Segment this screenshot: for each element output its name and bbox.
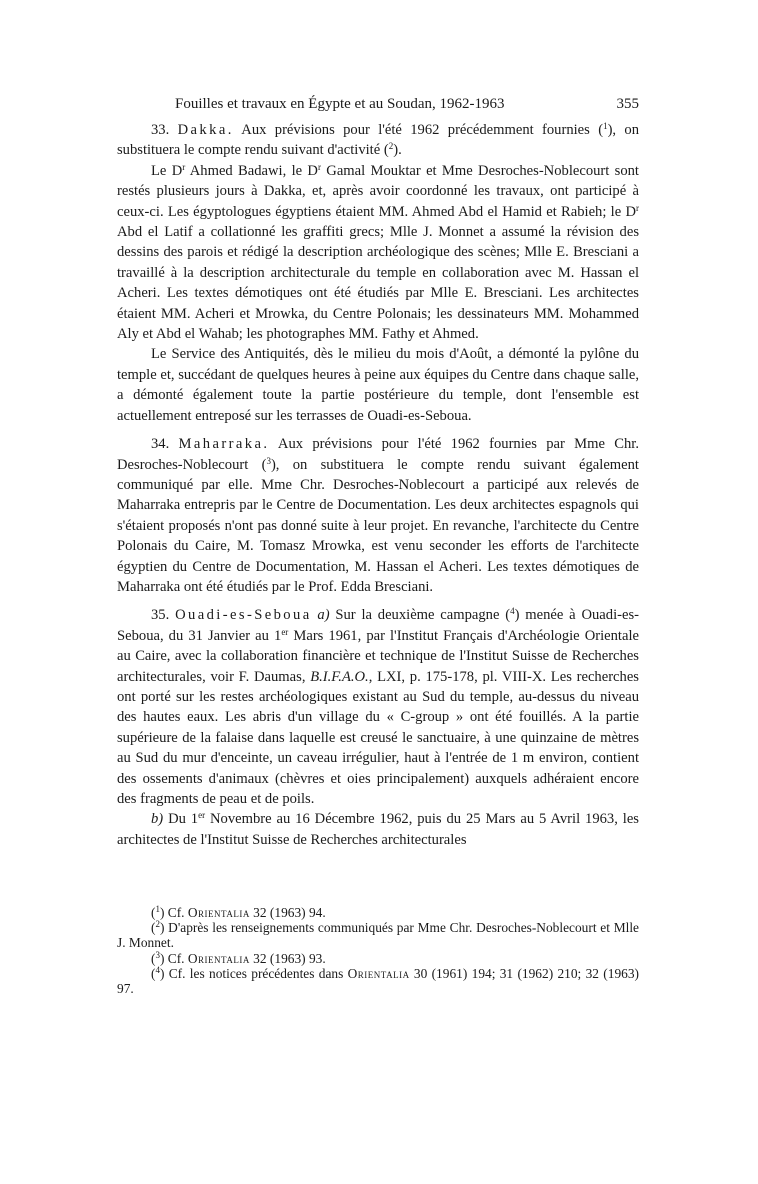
page-number: 355 [616, 96, 639, 112]
footnote: ($^4$) Cf. les notices précédentes dans Orientalia 30 (1961) 194; 31 (1962) 210; 32 (1963) 97. [117, 964, 639, 997]
footnote: ($^2$) D'après les renseignements communiqués par Mme Chr. Desroches-Noblecourt et Mlle J. Monnet. [117, 919, 639, 951]
footnotes [117, 905, 639, 996]
section-number: 33. [151, 122, 170, 138]
footnote-ref: 3 [266, 455, 271, 466]
section-heading: Dakka. [177, 122, 234, 138]
section-35-paragraph-2: b) Du 1er Novembre au 16 Décembre 1962, puis du 25 Mars au 5 Avril 1963, les architectes de l'Institut Suisse de Recherches architecturales [117, 810, 639, 848]
section-heading: Maharraka. [178, 436, 270, 453]
footnote-ref: 2 [388, 141, 394, 152]
section-number: 35. [151, 607, 170, 624]
section-number: 34. [151, 436, 170, 453]
footnote: ($^1$) Cf. Orientalia 32 (1963) 94. [151, 904, 326, 920]
section-33-paragraph-1: 33. Dakka. Aux prévisions pour l'été 1962 précédemment fournies ($^1$), on substituera le compte rendu suivant d'activité ($^2$). [117, 121, 640, 159]
journal-name: Orientalia [347, 965, 410, 981]
journal-name: Orientalia [187, 950, 250, 966]
footnote: ($^3$) Cf. Orientalia 32 (1963) 93. [151, 949, 326, 966]
section-heading: Ouadi-es-Seboua [175, 607, 312, 624]
item-label: b) [151, 811, 164, 828]
running-header [117, 94, 639, 116]
section-33-paragraph-3: Le Service des Antiquités, dès le milieu du mois d'Août, a démonté la pylône du temple et, succédant de quelques heures à peine aux équipes du Centre dans chaque salle, a démonté également toute la partie postérieure du temple, dont l'ensemble est actuellement entreposé sur les terrasses de Ouadi-es-Seboua. [117, 346, 639, 424]
running-title: Fouilles et travaux en Égypte et au Soudan, 1962-1963 [175, 96, 505, 112]
section-34-paragraph-1: 34. Maharraka. Aux prévisions pour l'été 1962 fournies par Mme Chr. Desroches-Noblecourt ($^3$), on substituera le compte rendu suivant également communiqué par elle. Mme Chr. Desroches-Noblecourt a participé aux relevés de Maharraka entrepris par le Centre de Documentation. Les deux architectes espagnols qui s'étaient proposés n'ont pas donné suite à leur projet. En revanche, l'architecte du Centre Polonais du Caire, M. Tomasz Mrowka, est venu seconder les efforts de l'architecte égyptien du Centre de Documentation, M. Hassan el Acheri. Les textes démotiques de Maharraka ont été étudiés par le Prof. Edda Bresciani. [117, 436, 639, 595]
page-body [117, 94, 639, 850]
section-35-paragraph-1: 35. Ouadi-es-Seboua a) Sur la deuxième campagne ($^4$) menée à Ouadi-es-Seboua, du 31 Janvier au 1er Mars 1961, par l'Institut Français d'Archéologie Orientale au Caire, avec la collaboration financière et technique de l'Institut Suisse de Recherches architecturales, voir F. Daumas, B.I.F.A.O., LXI, p. 175-178, pl. VIII-X. Les recherches ont porté sur les restes archéologiques existant au Sud du temple, au-dessus du niveau des hautes eaux. Les abris d'un village du « C-group » ont été fouillés. A la partie supérieure de la falaise dans laquelle est creusé le sanctuaire, à une quinzaine de mètres au Sud du mur d'enceinte, un caveau irrégulier, haut à l'entrée de 1 m environ, contient des ossements d'animaux (chèvres et oies principalement) auxquels adhéraient encore des fragments de peau et de poils. [117, 606, 639, 807]
section-33-paragraph-2: Le $D^r$ Ahmed Badawi, le $D^r$ Gamal Mouktar et Mme Desroches-Noblecourt sont restés plusieurs jours à Dakka, et, après avoir coordonné les travaux, ont participé à ceux-ci. Les égyptologues égyptiens étaient MM. Ahmed Abd el Hamid et Rabieh; le $D^r$ Abd el Latif a collationné les graffiti grecs; Mlle J. Monnet a assumé la révision des dessins des parois et rédigé la description archéologique des scènes; Mlle E. Bresciani a travaillé à la description architecturale du temple en collaboration avec M. Hassan el Acheri. Les textes démotiques ont été étudiés par Mlle E. Bresciani. Les architectes étaient MM. Acheri et Mrowka, du Centre Polonais; les dessinateurs MM. Mohammed Aly et Abd el Wahab; les photographes MM. Fathy et Ahmed. [117, 161, 639, 343]
journal-name: Orientalia [187, 905, 250, 920]
footnote-ref: 1 [603, 121, 608, 131]
footnote-ref: 4 [510, 606, 515, 617]
item-label: a) [317, 607, 330, 624]
bibliographic-reference: B.I.F.A.O. [310, 668, 369, 685]
